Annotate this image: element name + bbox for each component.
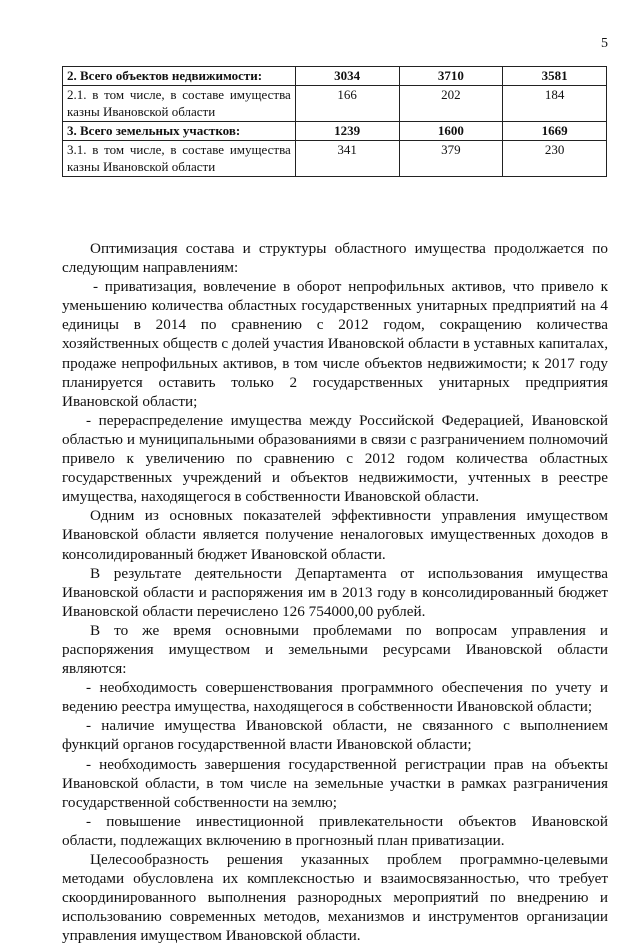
table-cell: 3034 (295, 67, 399, 86)
paragraph: В результате деятельности Департамента от использования имущества Ивановской области и распоряжения им в 2013 году в консолидированный бюджет Ивановской области перечислено 126 754000,00 рублей. (62, 564, 608, 620)
table-row-label: 3.1. в том числе, в составе имущества казны Ивановской области (63, 141, 296, 177)
table-row-label: 2. Всего объектов недвижимости: (63, 67, 296, 86)
table-row (63, 122, 607, 141)
property-table (62, 66, 607, 177)
paragraph: - приватизация, вовлечение в оборот непрофильных активов, что привело к уменьшению количества областных государственных унитарных предприятий на 4 единицы в 2014 по сравнению с 2012 годом, сокращению количества хозяйственных обществ с долей участия Ивановской области в уставных капиталах, продаже непрофильных активов, в том числе объектов недвижимости; к 2017 году планируется оставить только 2 государственных унитарных предприятия Ивановской области; (62, 278, 608, 410)
table-row-label: 2.1. в том числе, в составе имущества казны Ивановской области (63, 86, 296, 122)
table-cell: 1600 (399, 122, 503, 141)
table-cell: 3581 (503, 67, 607, 86)
paragraph: Одним из основных показателей эффективности управления имуществом Ивановской области является получение неналоговых имущественных доходов в консолидированный бюджет Ивановской области. (62, 507, 608, 563)
paragraph: - необходимость завершения государственной регистрации прав на объекты Ивановской области, в том числе на земельные участки в рамках разграничения государственной собственности на землю; (62, 755, 608, 811)
table-cell: 341 (295, 141, 399, 177)
table-row (63, 86, 607, 122)
paragraph: Целесообразность решения указанных проблем программно-целевыми методами обусловлена их комплексностью и взаимосвязанностью, что требует скоординированного выполнения разнородных мероприятий по внедрению и использованию современных методов, механизмов и инструментов организации управления имуществом Ивановской области. (62, 851, 608, 945)
table-row-label: 3. Всего земельных участков: (63, 122, 296, 141)
table-cell: 1669 (503, 122, 607, 141)
table-cell: 1239 (295, 122, 399, 141)
paragraph: - наличие имущества Ивановской области, не связанного с выполнением функций органов государственной власти Ивановской области; (62, 717, 608, 754)
table-cell: 3710 (399, 67, 503, 86)
table-cell: 379 (399, 141, 503, 177)
paragraph: - необходимость совершенствования программного обеспечения по учету и ведению реестра имущества, находящегося в собственности Ивановской области; (62, 679, 608, 716)
table-cell: 230 (503, 141, 607, 177)
page-number: 5 (601, 36, 608, 51)
paragraph: - повышение инвестиционной привлекательности объектов Ивановской области, подлежащих включению в прогнозный план приватизации. (62, 812, 608, 849)
table-cell: 184 (503, 86, 607, 122)
paragraph: - перераспределение имущества между Российской Федерацией, Ивановской областью и муниципальными образованиями в связи с разграничением полномочий привело к увеличению по сравнению с 2012 годом количества областных государственных учреждений и объектов недвижимости, учтенных в реестре имущества, находящегося в собственности Ивановской области. (62, 411, 608, 506)
paragraph: Оптимизация состава и структуры областного имущества продолжается по следующим направлениям: (62, 240, 608, 277)
table-cell: 166 (295, 86, 399, 122)
table-row (63, 67, 607, 86)
table-cell: 202 (399, 86, 503, 122)
paragraph: В то же время основными проблемами по вопросам управления и распоряжения имуществом и земельными ресурсами Ивановской области являются: (62, 621, 608, 678)
table-row (63, 141, 607, 177)
document-body (62, 239, 608, 945)
